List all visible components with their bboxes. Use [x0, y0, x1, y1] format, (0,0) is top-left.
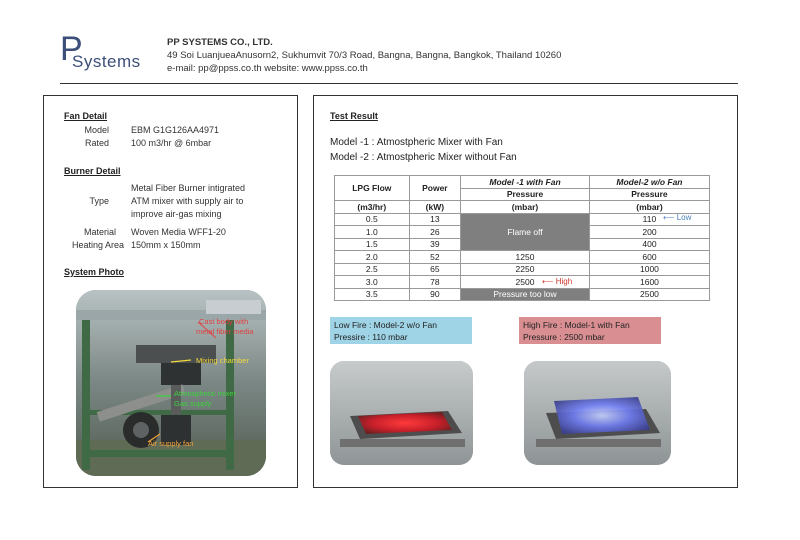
cell-model2: 2500 — [589, 288, 709, 301]
low-fire-photo — [330, 361, 473, 465]
table-row — [335, 276, 710, 289]
test-result-title: Test Result — [330, 111, 378, 121]
header-divider — [60, 83, 738, 84]
table-row — [335, 251, 710, 264]
cell-model1: 2250 — [461, 263, 590, 276]
cell-power: 13 — [409, 213, 461, 226]
arrow-left-icon: ⟵ — [663, 213, 675, 222]
callout-cast-body-1: Cast body with — [199, 317, 249, 326]
cell-flow: 3.0 — [335, 276, 410, 289]
cell-power: 52 — [409, 251, 461, 264]
burner-material-label: Material — [83, 227, 116, 237]
fan-rated-label: Rated — [84, 138, 109, 148]
cell-flow: 0.5 — [335, 213, 410, 226]
low-fire-pressure: Pressire : 110 mbar — [334, 332, 408, 342]
cell-model1: 2500 — [461, 276, 590, 289]
low-marker — [663, 213, 691, 222]
low-fire-image — [330, 361, 473, 465]
unit-pressure2: (mbar) — [589, 201, 709, 214]
high-fire-photo — [524, 361, 671, 465]
high-marker-label: High — [555, 277, 573, 286]
cell-power: 65 — [409, 263, 461, 276]
cell-power: 78 — [409, 276, 461, 289]
fan-model-label: Model — [84, 125, 109, 135]
cell-flow: 1.0 — [335, 226, 410, 239]
burner-type-line2: ATM mixer with supply air to — [131, 196, 244, 206]
model1-description: Model -1 : Atmostpheric Mixer with Fan — [330, 137, 503, 148]
company-info — [167, 36, 561, 75]
table-row — [335, 288, 710, 301]
low-fire-title: Low Fire : Model-2 w/o Fan — [334, 320, 437, 330]
cell-power: 90 — [409, 288, 461, 301]
header-pressure2: Pressure — [589, 188, 709, 201]
table-row — [335, 263, 710, 276]
header-lpg-flow: LPG Flow — [335, 176, 410, 201]
cell-model2: 1000 — [589, 263, 709, 276]
burner-heating-value: 150mm x 150mm — [131, 240, 201, 250]
low-fire-box — [330, 317, 472, 344]
table-units-row — [335, 201, 710, 214]
callout-cast-body-2: metal fiber media — [196, 327, 254, 336]
burner-material-value: Woven Media WFF1-20 — [131, 227, 226, 237]
logo-letter: P — [60, 30, 83, 68]
unit-pressure1: (mbar) — [461, 201, 590, 214]
burner-detail-title: Burner Detail — [64, 166, 121, 176]
unit-power: (kW) — [409, 201, 461, 214]
high-marker — [542, 277, 572, 286]
test-result-table — [334, 175, 710, 301]
callout-atm-mixer-2: Gas supply — [174, 399, 212, 408]
callout-atm-mixer-1: Atmospheric mixer — [174, 389, 237, 398]
unit-lpg: (m3/hr) — [335, 201, 410, 214]
cell-power: 39 — [409, 238, 461, 251]
table-row — [335, 213, 710, 226]
burner-type-line3: improve air-gas mixing — [131, 209, 222, 219]
cell-model2: 1600 — [589, 276, 709, 289]
burner-heating-label: Heating Area — [71, 240, 124, 250]
cell-model2: 110 — [589, 213, 709, 226]
system-photo-title: System Photo — [64, 267, 125, 277]
cell-model1: 1250 — [461, 251, 590, 264]
callout-air-supply: Air supply fan — [148, 439, 194, 448]
spec-panel — [43, 95, 298, 488]
high-fire-image — [524, 361, 671, 465]
test-result-panel — [313, 95, 738, 488]
cell-model2: 600 — [589, 251, 709, 264]
high-fire-box — [519, 317, 661, 344]
company-contact: e-mail: pp@ppss.co.th website: www.ppss.co.th — [167, 63, 368, 74]
company-name: PP SYSTEMS CO., LTD. — [167, 37, 273, 48]
arrow-left-icon: ⟵ — [542, 277, 554, 286]
burner-type-line1: Metal Fiber Burner intigrated — [131, 183, 246, 193]
cell-flow: 2.0 — [335, 251, 410, 264]
company-address: 49 Soi LuanjueaAnusorn2, Sukhumvit 70/3 Road, Bangna, Bangna, Bangkok, Thailand 10260 — [167, 50, 562, 61]
cell-flame-off: Flame off — [461, 213, 590, 251]
low-marker-label: Low — [676, 213, 692, 222]
callout-mixing-chamber: Mixing chamber — [196, 356, 249, 365]
table-header-row — [335, 176, 710, 189]
high-fire-title: High Fire : Model-1 with Fan — [523, 320, 630, 330]
system-photo — [76, 290, 266, 476]
high-fire-pressure: Pressure : 2500 mbar — [523, 332, 605, 342]
logo-text: Systems — [72, 52, 141, 71]
fan-detail-title: Fan Detail — [64, 111, 108, 121]
cell-model2: 400 — [589, 238, 709, 251]
header-power: Power — [409, 176, 461, 201]
cell-flow: 2.5 — [335, 263, 410, 276]
cell-flow: 1.5 — [335, 238, 410, 251]
cell-flow: 3.5 — [335, 288, 410, 301]
model2-description: Model -2 : Atmostpheric Mixer without Fan — [330, 152, 517, 163]
fan-rated-value: 100 m3/hr @ 6mbar — [131, 138, 212, 148]
header-pressure1: Pressure — [461, 188, 590, 201]
header-model2: Model-2 w/o Fan — [589, 176, 709, 189]
cell-pressure-too-low: Pressure too low — [461, 288, 590, 301]
cell-model2: 200 — [589, 226, 709, 239]
fan-model-value: EBM G1G126AA4971 — [131, 125, 220, 135]
burner-type-label: Type — [89, 196, 109, 206]
company-logo — [60, 32, 140, 74]
cell-power: 26 — [409, 226, 461, 239]
header-model1: Model -1 with Fan — [461, 176, 590, 189]
